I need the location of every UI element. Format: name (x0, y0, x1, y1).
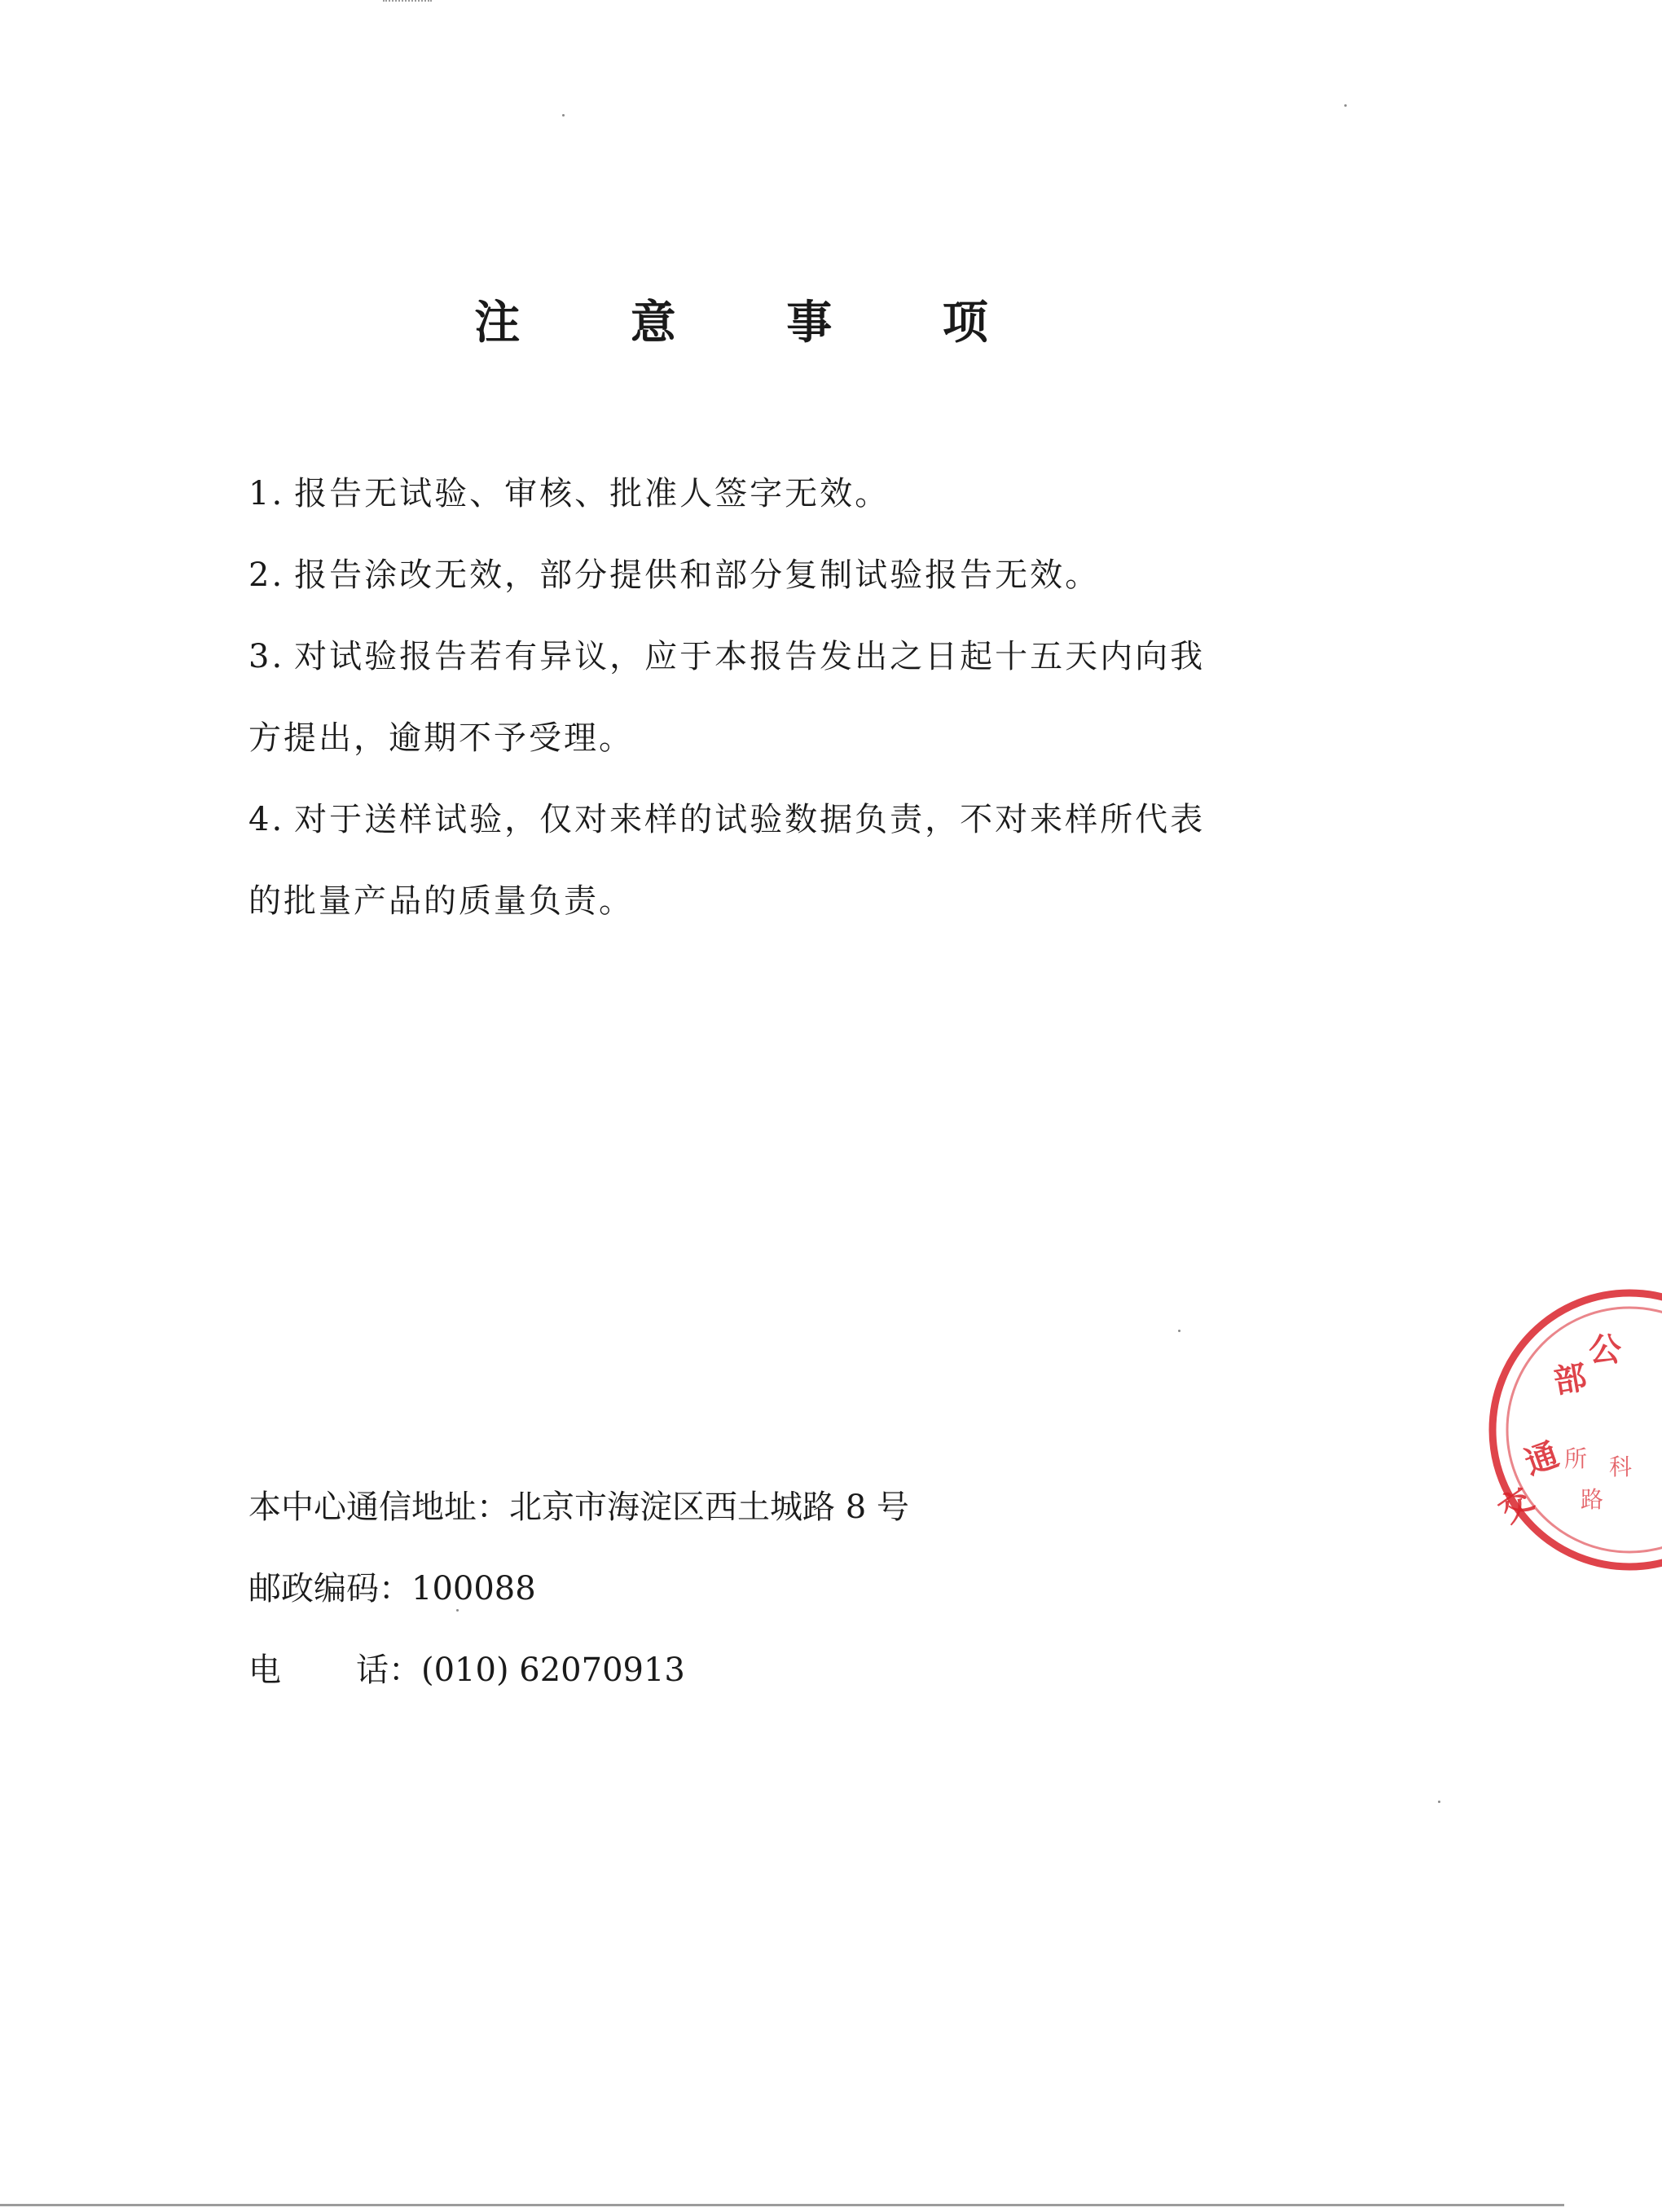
phone-label (248, 1651, 421, 1689)
svg-text:路: 路 (1581, 1486, 1604, 1513)
svg-text:交: 交 (1491, 1480, 1541, 1531)
phone-label-part: 话： (356, 1651, 421, 1689)
scan-speck (456, 1609, 459, 1612)
address-label: 本中心通信地址： (248, 1489, 509, 1526)
svg-text:科: 科 (1609, 1453, 1633, 1480)
postcode-value: 100088 (411, 1570, 536, 1607)
phone-row (248, 1629, 1308, 1711)
notice-item-continuation (248, 697, 1308, 779)
phone-label-part: 电 (248, 1651, 281, 1689)
notice-text: 报告涂改无效，部分提供和部分复制试验报告无效。 (294, 556, 1101, 594)
address-value: 北京市海淀区西土城路 8 号 (509, 1489, 909, 1526)
scan-speck (1344, 104, 1347, 107)
notice-text: 方提出，逾期不予受理。 (248, 719, 634, 757)
scan-artifact-top (383, 0, 432, 5)
contact-info (248, 1467, 1308, 1711)
notice-item (248, 779, 1308, 860)
notice-item (248, 616, 1308, 697)
svg-text:公: 公 (1589, 1330, 1621, 1369)
notice-number: 1. (248, 475, 285, 512)
svg-text:通: 通 (1519, 1435, 1564, 1483)
notice-text: 的批量产品的质量负责。 (248, 882, 634, 920)
notice-number: 4. (248, 801, 285, 838)
postcode-row (248, 1548, 1308, 1629)
notice-list (248, 453, 1308, 942)
seal-graphic (1466, 1279, 1662, 1597)
scan-edge-bottom (0, 2204, 1564, 2206)
svg-text:部: 部 (1550, 1357, 1590, 1401)
notice-item (248, 453, 1308, 534)
page-title: 注 意 事 项 (474, 295, 1035, 350)
scan-speck (1178, 1330, 1181, 1332)
scan-speck (1438, 1801, 1440, 1803)
notice-text: 对于送样试验，仅对来样的试验数据负责，不对来样所代表 (294, 801, 1206, 838)
notice-number: 2. (248, 556, 285, 594)
scan-speck (562, 114, 565, 117)
svg-text:所: 所 (1564, 1445, 1588, 1472)
notice-number: 3. (248, 638, 285, 675)
notice-text: 对试验报告若有异议，应于本报告发出之日起十五天内向我 (294, 638, 1206, 675)
phone-value: (010) 62070913 (421, 1651, 685, 1689)
notice-item (248, 534, 1308, 616)
notice-text: 报告无试验、审核、批准人签字无效。 (294, 475, 890, 512)
official-seal-icon (1466, 1279, 1662, 1597)
postcode-label: 邮政编码： (248, 1570, 411, 1607)
notice-item-continuation (248, 860, 1308, 942)
address-row (248, 1467, 1308, 1548)
